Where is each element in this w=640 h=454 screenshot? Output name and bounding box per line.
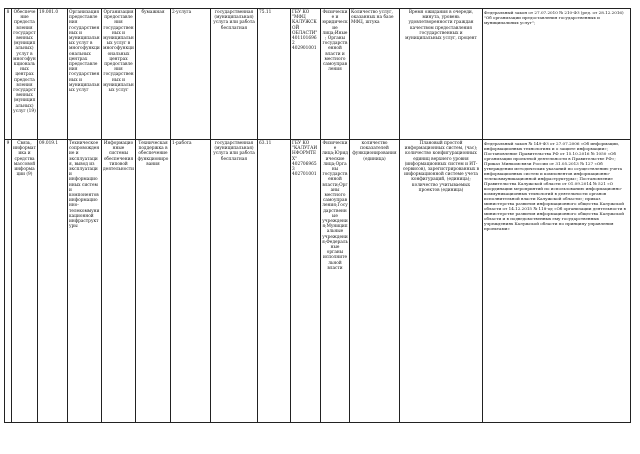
- okved-cell: 75.11: [258, 9, 291, 140]
- row-number-cell: 9: [5, 140, 12, 423]
- provider-cell: ГБУ КО "КАЛУГАИНФОРМТЕХ" 4027069653 402701001: [291, 140, 321, 423]
- form-cell: 2-услуга: [171, 9, 211, 140]
- quality-indicator-cell: Время ожидания в очереди, минута, уровень удовлетворенности граждан качеством предоставления государственных и муниципальных услуг, процент: [400, 9, 483, 140]
- legal-basis-cell: Федеральный закон № 149-ФЗ от 27.07.2006 «Об информации, информационных технологиях и о защите информации»; Постановление Правительства РФ от 15.10.2016 № 1050 «Об организации проектной деятельности в Правительстве РФ»; Приказ Минкомсвязи России от 31.05.2013 № 127 «Об утверждении методических указаний по осуществлению учета информационных систем и компонентов информационно-телекоммуникационной инфраструктуры»; Постановление Правительства Калужской области от 01.09.2014 № 521 «О координации мероприятий по использованию информационно-коммуникационных технологий в деятельности органов исполнительной власти Калужской области»; приказ министерства развития информационного общества Калужской области от 14.12.2015 № 118-од «Об организации деятельности в министерстве развития информационного общества Калужской области и в подведомственных ему государственных учреждениях Калужской области по принципу управления проектами»: [483, 140, 631, 423]
- row-number-cell: 8: [5, 9, 12, 140]
- service-content-cell: бумажная: [136, 9, 171, 140]
- service-content-cell: Техническая поддержка в обеспечение функционирования: [136, 140, 171, 423]
- category-cell: государственная (муниципальная) услуга или работа бесплатная: [211, 140, 258, 423]
- table-row: [5, 140, 631, 423]
- provider-cell: ГБУ КО "МФЦ КАЛУЖСКОЙ ОБЛАСТИ" 4011016962 402901001: [291, 9, 321, 140]
- quality-indicator-cell: Плановый простой информационных систем, (час); количество конфигурационных единиц верхнего уровня (информационных систем и ИТ-сервисов), зарегистрированных в информационной системе учета конфигураций, (единица); количество учитываемых проектов (единица): [400, 140, 483, 423]
- activity-name-cell: Обеспечение предоставления государственных (муниципальных) услуг в многофункциональных центрах предоставления государственных (муниципальных) услуг (19): [12, 9, 38, 140]
- consumers-cell: Физические лица;Юридические лица;Органы государственной власти;Органы местного самоуправления;Государственные учреждения;Муниципальные учреждения;Федеральные органы исполнительной власти: [321, 140, 350, 423]
- service-content-cell: Организация предоставления государственных и муниципальных услуг в многофункциональных центрах предоставления государственных и муниципальных услуг: [68, 9, 102, 140]
- volume-indicator-cell: количество показателей функционирования (единица): [350, 140, 400, 423]
- activity-name-cell: Связь, информатика и средства массовой информации (9): [12, 140, 38, 423]
- service-content-cell: Организация предоставления государственных и муниципальных услуг в многофункциональных центрах предоставления государственных и муниципальных услуг: [102, 9, 136, 140]
- service-content-cell: Информационные системы обеспечения типовой деятельности: [102, 140, 136, 423]
- volume-indicator-cell: Количество услуг, оказанных на базе МФЦ, штука: [350, 9, 400, 140]
- service-content-cell: Техническое сопровождение и эксплуатация, вывод из эксплуатации информационных систем и компонентов информационно-телекоммуникационной инфраструктуры: [68, 140, 102, 423]
- consumers-cell: Физические и юридические лица;Иные; Органы государственной власти и местного самоуправления: [321, 9, 350, 140]
- legal-basis-cell: Федеральный закон от 27.07.2010 № 210-ФЗ (ред. от 28.12.2016) "Об организации предоставления государственных и муниципальных услуг";: [483, 9, 631, 140]
- category-cell: государственная (муниципальная) услуга или работа бесплатная: [211, 9, 258, 140]
- services-registry-table: [4, 8, 631, 423]
- okved-cell: 63.11: [258, 140, 291, 423]
- service-code-cell: 19.001.0: [38, 9, 68, 140]
- table-row: [5, 9, 631, 140]
- form-cell: 1-работа: [171, 140, 211, 423]
- service-code-cell: 09.019.1: [38, 140, 68, 423]
